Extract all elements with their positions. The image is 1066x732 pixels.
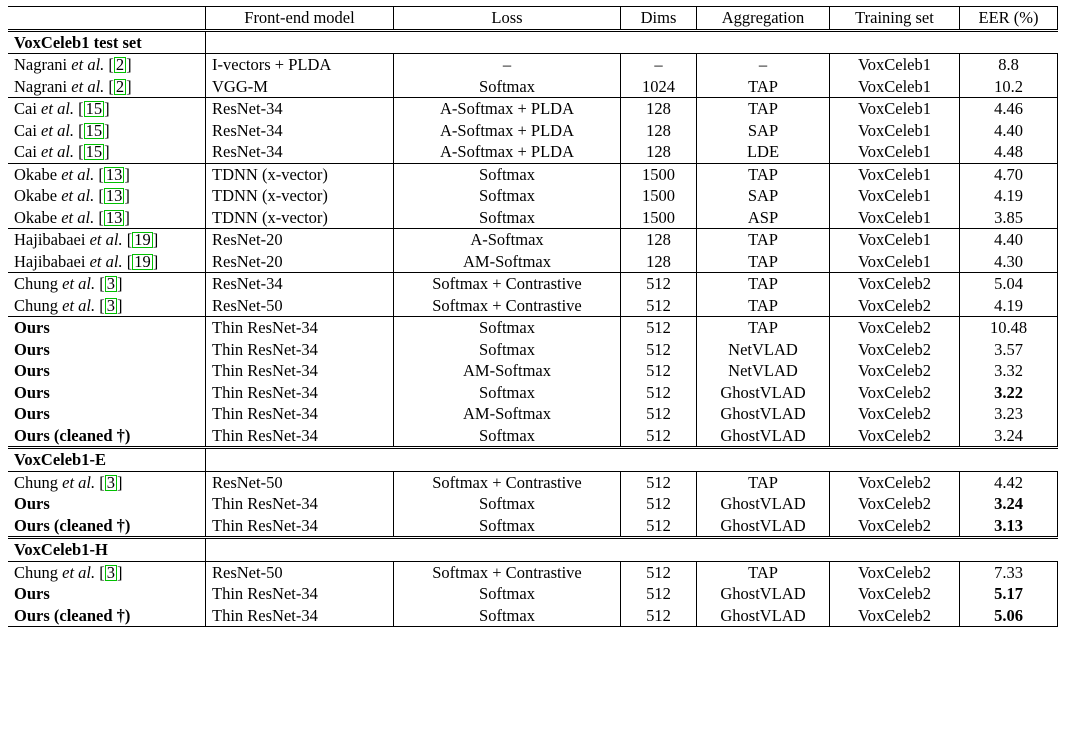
header-cell-aggregation: Aggregation xyxy=(697,7,830,31)
table-row xyxy=(8,561,1058,583)
aggregation-cell: TAP xyxy=(697,229,830,251)
table-row xyxy=(8,251,1058,273)
training-set-cell: VoxCeleb1 xyxy=(830,251,960,273)
author-name: Okabe xyxy=(14,164,58,184)
front-end-model-cell: ResNet-34 xyxy=(206,141,394,163)
front-end-model-cell: ResNet-50 xyxy=(206,295,394,317)
table-row xyxy=(8,120,1058,142)
header-row xyxy=(8,7,1058,31)
front-end-model-cell: Thin ResNet-34 xyxy=(206,403,394,425)
method-cell xyxy=(8,317,206,339)
dims-cell: 512 xyxy=(621,360,697,382)
method-cell: Chung et al. [ 3 ] xyxy=(8,273,206,295)
loss-cell: A-Softmax + PLDA xyxy=(394,141,621,163)
table-row xyxy=(8,471,1058,493)
citation-link[interactable]: 13 xyxy=(105,186,123,205)
dims-cell: 512 xyxy=(621,295,697,317)
front-end-model-cell: Thin ResNet-34 xyxy=(206,317,394,339)
table-row xyxy=(8,339,1058,361)
front-end-model-cell: ResNet-34 xyxy=(206,98,394,120)
method-cell: Hajibabaei et al. [ 19 ] xyxy=(8,229,206,251)
front-end-model-cell: ResNet-20 xyxy=(206,229,394,251)
front-end-model-cell: ResNet-34 xyxy=(206,120,394,142)
training-set-cell: VoxCeleb2 xyxy=(830,382,960,404)
training-set-cell: VoxCeleb2 xyxy=(830,317,960,339)
eer-cell: 3.24 xyxy=(960,425,1058,448)
dims-cell: 128 xyxy=(621,229,697,251)
dims-cell: 512 xyxy=(621,273,697,295)
training-set-cell: VoxCeleb2 xyxy=(830,339,960,361)
training-set-cell: VoxCeleb2 xyxy=(830,273,960,295)
author-name: Cai xyxy=(14,142,37,161)
citation-link[interactable]: 15 xyxy=(85,99,103,118)
loss-cell: A-Softmax + PLDA xyxy=(394,98,621,120)
section-title: VoxCeleb1-E xyxy=(8,448,206,472)
table-row xyxy=(8,229,1058,251)
training-set-cell: VoxCeleb2 xyxy=(830,605,960,627)
table-row xyxy=(8,515,1058,538)
results-table-container xyxy=(8,6,1058,627)
header-cell-loss: Loss xyxy=(394,7,621,31)
loss-cell: Softmax + Contrastive xyxy=(394,295,621,317)
eer-cell: 10.48 xyxy=(960,317,1058,339)
front-end-model-cell: Thin ResNet-34 xyxy=(206,360,394,382)
citation-link[interactable]: 13 xyxy=(105,207,123,227)
front-end-model-cell: ResNet-34 xyxy=(206,273,394,295)
aggregation-cell: SAP xyxy=(697,120,830,142)
eer-cell: 3.23 xyxy=(960,403,1058,425)
aggregation-cell: GhostVLAD xyxy=(697,382,830,404)
method-cell: Nagrani et al. [ 2 ] xyxy=(14,76,132,96)
dims-cell: 512 xyxy=(621,382,697,404)
loss-cell: AM-Softmax xyxy=(394,251,621,273)
aggregation-cell: GhostVLAD xyxy=(697,605,830,627)
training-set-cell: VoxCeleb2 xyxy=(830,403,960,425)
et-al-text: et al. xyxy=(61,186,95,205)
loss-cell: Softmax xyxy=(394,339,621,361)
dims-cell: 128 xyxy=(621,251,697,273)
method-cell: Chung et al. [ 3 ] xyxy=(8,561,206,583)
training-set-cell: VoxCeleb1 xyxy=(830,141,960,163)
section-header-row xyxy=(8,448,1058,472)
table-row xyxy=(8,382,1058,404)
et-al-text: et al. xyxy=(62,472,96,492)
method-cell: Nagrani et al. [ 2 ] xyxy=(8,54,206,76)
method-name: Ours xyxy=(14,584,50,603)
method-name: Ours xyxy=(14,382,50,402)
method-cell: Cai et al. [ 15 ] xyxy=(8,98,206,120)
front-end-model-cell: Thin ResNet-34 xyxy=(206,583,394,605)
dims-cell: 512 xyxy=(621,403,697,425)
aggregation-cell: TAP xyxy=(697,561,830,583)
loss-cell: Softmax xyxy=(394,605,621,627)
aggregation-cell: GhostVLAD xyxy=(697,515,830,538)
dims-cell: 1500 xyxy=(621,207,697,229)
table-row xyxy=(8,493,1058,515)
loss-cell: Softmax xyxy=(394,76,621,98)
et-al-text: et al. xyxy=(62,562,96,582)
table-row xyxy=(8,76,1058,98)
front-end-model-cell: Thin ResNet-34 xyxy=(206,493,394,515)
aggregation-cell: TAP xyxy=(697,251,830,273)
author-name: Nagrani xyxy=(14,76,68,96)
header-cell-training-set: Training set xyxy=(830,7,960,31)
front-end-model-cell: ResNet-50 xyxy=(206,561,394,583)
eer-cell: 4.40 xyxy=(960,120,1058,142)
loss-cell: Softmax + Contrastive xyxy=(394,561,621,583)
citation-link[interactable]: 15 xyxy=(85,120,103,140)
table-row xyxy=(8,54,1058,76)
et-al-text: et al. xyxy=(41,99,75,118)
aggregation-cell: TAP xyxy=(697,163,830,185)
eer-cell: 3.13 xyxy=(960,515,1058,538)
eer-cell: 4.48 xyxy=(960,141,1058,163)
training-set-cell: VoxCeleb1 xyxy=(830,229,960,251)
table-body xyxy=(8,30,1058,627)
et-al-text: et al. xyxy=(89,230,123,249)
author-name: Cai xyxy=(14,99,37,118)
loss-cell: Softmax xyxy=(394,493,621,515)
eer-cell: 4.70 xyxy=(960,163,1058,185)
eer-cell: 3.32 xyxy=(960,360,1058,382)
table-row xyxy=(8,163,1058,185)
front-end-model-cell: Thin ResNet-34 xyxy=(206,339,394,361)
dims-cell: 512 xyxy=(621,515,697,538)
loss-cell: Softmax + Contrastive xyxy=(394,273,621,295)
author-name: Hajibabaei xyxy=(14,251,86,271)
training-set-cell: VoxCeleb2 xyxy=(830,295,960,317)
author-name: Chung xyxy=(14,274,59,293)
table-row xyxy=(8,317,1058,339)
aggregation-cell: TAP xyxy=(697,76,830,98)
method-name: Ours xyxy=(14,361,50,380)
method-cell: Okabe et al. [ 13 ] xyxy=(14,186,130,205)
aggregation-cell: SAP xyxy=(697,185,830,207)
front-end-model-cell: Thin ResNet-34 xyxy=(206,425,394,448)
eer-cell: 8.8 xyxy=(960,54,1058,76)
loss-cell: Softmax + Contrastive xyxy=(394,471,621,493)
loss-cell: Softmax xyxy=(394,382,621,404)
method-cell xyxy=(8,425,206,448)
header-cell-dims: Dims xyxy=(621,7,697,31)
table-row xyxy=(8,185,1058,207)
citation-link[interactable]: 3 xyxy=(106,295,116,315)
header-cell-eer: EER (%) xyxy=(960,7,1058,31)
dims-cell: 512 xyxy=(621,471,697,493)
method-cell xyxy=(8,382,206,404)
training-set-cell: VoxCeleb2 xyxy=(830,583,960,605)
aggregation-cell: NetVLAD xyxy=(697,339,830,361)
dims-cell: – xyxy=(621,54,697,76)
author-name: Chung xyxy=(14,472,59,492)
citation-link[interactable]: 3 xyxy=(106,562,116,582)
training-set-cell: VoxCeleb1 xyxy=(830,185,960,207)
dims-cell: 512 xyxy=(621,339,697,361)
method-name: Ours (cleaned †) xyxy=(14,425,131,445)
et-al-text: et al. xyxy=(61,207,95,227)
eer-cell: 7.33 xyxy=(960,561,1058,583)
section-spacer xyxy=(206,538,1058,562)
eer-cell: 4.30 xyxy=(960,251,1058,273)
et-al-text: et al. xyxy=(62,295,96,315)
method-cell xyxy=(8,403,206,425)
loss-cell: AM-Softmax xyxy=(394,403,621,425)
loss-cell: Softmax xyxy=(394,207,621,229)
header-cell-front-end-model: Front-end model xyxy=(206,7,394,31)
aggregation-cell: TAP xyxy=(697,98,830,120)
citation-link[interactable]: 13 xyxy=(105,164,123,184)
method-name: Ours xyxy=(14,494,50,513)
author-name: Okabe xyxy=(14,186,58,205)
dims-cell: 1024 xyxy=(621,76,697,98)
section-spacer xyxy=(206,30,1058,54)
dims-cell: 128 xyxy=(621,141,697,163)
eer-cell: 10.2 xyxy=(960,76,1058,98)
method-cell xyxy=(8,583,206,605)
aggregation-cell: TAP xyxy=(697,273,830,295)
method-cell: Chung et al. [ 3 ] xyxy=(14,295,123,315)
table-row xyxy=(8,403,1058,425)
method-cell: Okabe et al. [ 13 ] xyxy=(8,163,206,185)
header-cell-method xyxy=(8,7,206,31)
loss-cell: Softmax xyxy=(394,163,621,185)
et-al-text: et al. xyxy=(61,164,95,184)
author-name: Hajibabaei xyxy=(14,230,86,249)
front-end-model-cell: TDNN (x-vector) xyxy=(206,185,394,207)
et-al-text: et al. xyxy=(62,274,96,293)
training-set-cell: VoxCeleb2 xyxy=(830,561,960,583)
front-end-model-cell: ResNet-50 xyxy=(206,471,394,493)
loss-cell: Softmax xyxy=(394,425,621,448)
et-al-text: et al. xyxy=(89,251,123,271)
eer-cell: 5.17 xyxy=(960,583,1058,605)
front-end-model-cell: ResNet-20 xyxy=(206,251,394,273)
loss-cell: Softmax xyxy=(394,583,621,605)
method-cell: Cai et al. [ 15 ] xyxy=(14,120,110,140)
method-cell xyxy=(8,493,206,515)
author-name: Chung xyxy=(14,562,59,582)
training-set-cell: VoxCeleb2 xyxy=(830,493,960,515)
front-end-model-cell: Thin ResNet-34 xyxy=(206,605,394,627)
method-name: Ours xyxy=(14,404,50,423)
citation-link[interactable]: 2 xyxy=(115,76,125,96)
author-name: Nagrani xyxy=(14,55,68,74)
method-name: Ours xyxy=(14,339,50,359)
method-name: Ours xyxy=(14,318,50,337)
dims-cell: 128 xyxy=(621,120,697,142)
method-cell xyxy=(8,360,206,382)
author-name: Chung xyxy=(14,295,59,315)
aggregation-cell: TAP xyxy=(697,317,830,339)
loss-cell: A-Softmax xyxy=(394,229,621,251)
citation-link[interactable]: 19 xyxy=(134,251,151,271)
author-name: Cai xyxy=(14,120,37,140)
dims-cell: 512 xyxy=(621,583,697,605)
training-set-cell: VoxCeleb2 xyxy=(830,425,960,448)
table-row xyxy=(8,207,1058,229)
front-end-model-cell: VGG-M xyxy=(206,76,394,98)
front-end-model-cell: Thin ResNet-34 xyxy=(206,382,394,404)
dims-cell: 512 xyxy=(621,317,697,339)
training-set-cell: VoxCeleb1 xyxy=(830,54,960,76)
front-end-model-cell: TDNN (x-vector) xyxy=(206,163,394,185)
citation-link[interactable]: 2 xyxy=(115,55,125,74)
table-row xyxy=(8,605,1058,627)
training-set-cell: VoxCeleb2 xyxy=(830,471,960,493)
front-end-model-cell: Thin ResNet-34 xyxy=(206,515,394,538)
section-title: VoxCeleb1-H xyxy=(8,538,206,562)
eer-cell: 4.46 xyxy=(960,98,1058,120)
section-header-row xyxy=(8,30,1058,54)
aggregation-cell: ASP xyxy=(697,207,830,229)
et-al-text: et al. xyxy=(71,76,105,96)
eer-cell: 4.19 xyxy=(960,185,1058,207)
dims-cell: 512 xyxy=(621,425,697,448)
eer-cell: 4.42 xyxy=(960,471,1058,493)
section-title: VoxCeleb1 test set xyxy=(8,30,206,54)
table-row xyxy=(8,141,1058,163)
table-row xyxy=(8,425,1058,448)
eer-cell: 3.57 xyxy=(960,339,1058,361)
dims-cell: 1500 xyxy=(621,163,697,185)
training-set-cell: VoxCeleb1 xyxy=(830,120,960,142)
training-set-cell: VoxCeleb2 xyxy=(830,360,960,382)
training-set-cell: VoxCeleb2 xyxy=(830,515,960,538)
table-row xyxy=(8,360,1058,382)
method-cell xyxy=(8,605,206,627)
citation-link[interactable]: 3 xyxy=(106,472,116,492)
training-set-cell: VoxCeleb1 xyxy=(830,207,960,229)
et-al-text: et al. xyxy=(41,120,75,140)
author-name: Okabe xyxy=(14,207,58,227)
table-row xyxy=(8,583,1058,605)
eer-cell: 3.24 xyxy=(960,493,1058,515)
loss-cell: – xyxy=(394,54,621,76)
dims-cell: 512 xyxy=(621,605,697,627)
aggregation-cell: – xyxy=(697,54,830,76)
eer-cell: 4.40 xyxy=(960,229,1058,251)
dims-cell: 512 xyxy=(621,493,697,515)
method-cell: Cai et al. [ 15 ] xyxy=(14,142,110,161)
method-cell: Chung et al. [ 3 ] xyxy=(8,471,206,493)
eer-cell: 3.85 xyxy=(960,207,1058,229)
method-name: Ours (cleaned †) xyxy=(14,605,131,625)
eer-cell: 5.04 xyxy=(960,273,1058,295)
aggregation-cell: TAP xyxy=(697,295,830,317)
aggregation-cell: GhostVLAD xyxy=(697,583,830,605)
training-set-cell: VoxCeleb1 xyxy=(830,76,960,98)
method-cell: Okabe et al. [ 13 ] xyxy=(14,207,130,227)
aggregation-cell: GhostVLAD xyxy=(697,493,830,515)
loss-cell: Softmax xyxy=(394,515,621,538)
et-al-text: et al. xyxy=(41,142,75,161)
table-row xyxy=(8,98,1058,120)
aggregation-cell: LDE xyxy=(697,141,830,163)
aggregation-cell: TAP xyxy=(697,471,830,493)
method-cell xyxy=(8,515,206,538)
aggregation-cell: GhostVLAD xyxy=(697,403,830,425)
eer-cell: 5.06 xyxy=(960,605,1058,627)
citation-link[interactable]: 19 xyxy=(134,230,151,249)
loss-cell: Softmax xyxy=(394,185,621,207)
results-table xyxy=(8,6,1058,627)
dims-cell: 512 xyxy=(621,561,697,583)
citation-link[interactable]: 15 xyxy=(85,142,103,161)
table-row xyxy=(8,295,1058,317)
loss-cell: A-Softmax + PLDA xyxy=(394,120,621,142)
front-end-model-cell: I-vectors + PLDA xyxy=(206,54,394,76)
section-spacer xyxy=(206,448,1058,472)
dims-cell: 128 xyxy=(621,98,697,120)
aggregation-cell: NetVLAD xyxy=(697,360,830,382)
section-header-row xyxy=(8,538,1058,562)
loss-cell: Softmax xyxy=(394,317,621,339)
method-cell xyxy=(8,339,206,361)
training-set-cell: VoxCeleb1 xyxy=(830,98,960,120)
citation-link[interactable]: 3 xyxy=(106,274,116,293)
loss-cell: AM-Softmax xyxy=(394,360,621,382)
table-row xyxy=(8,273,1058,295)
table-header xyxy=(8,7,1058,31)
dims-cell: 1500 xyxy=(621,185,697,207)
eer-cell: 4.19 xyxy=(960,295,1058,317)
method-name: Ours (cleaned †) xyxy=(14,515,131,535)
aggregation-cell: GhostVLAD xyxy=(697,425,830,448)
training-set-cell: VoxCeleb1 xyxy=(830,163,960,185)
et-al-text: et al. xyxy=(71,55,105,74)
eer-cell: 3.22 xyxy=(960,382,1058,404)
method-cell: Hajibabaei et al. [ 19 ] xyxy=(14,251,159,271)
front-end-model-cell: TDNN (x-vector) xyxy=(206,207,394,229)
